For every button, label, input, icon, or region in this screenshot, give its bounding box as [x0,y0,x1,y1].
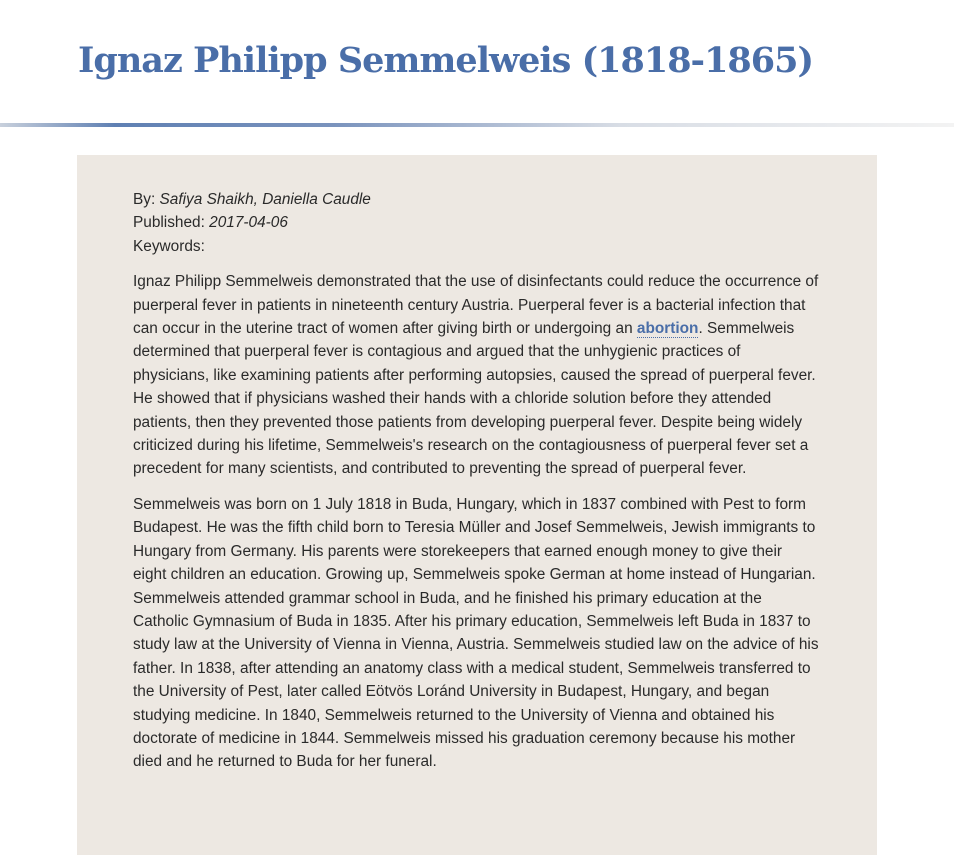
paragraph-2: Semmelweis was born on 1 July 1818 in Buda, Hungary, which in 1837 combined with Pest to form Budapest. He was the fifth child born to Teresia Müller and Josef Semmelweis, Jewish immigrants to Hungary from Germany. His parents were storekeepers that earned enough money to give their eight children an education. Growing up, Semmelweis spoke German at home instead of Hungarian. Semmelweis attended grammar school in Buda, and he finished his primary education at the Catholic Gymnasium of Buda in 1835. After his primary education, Semmelweis left Buda in 1837 to study law at the University of Vienna in Vienna, Austria. Semmelweis studied law on the advice of his father. In 1838, after attending an anatomy class with a medical student, Semmelweis transferred to the University of Pest, later called Eötvös Loránd University in Budapest, Hungary, and began studying medicine. In 1840, Semmelweis returned to the University of Vienna and obtained his doctorate of medicine in 1844. Semmelweis missed his graduation ceremony because his mother died and he returned to Buda for her funeral. [133,495,819,771]
paragraph-1 [133,270,819,481]
paragraph-text: Ignaz Philipp Semmelweis demonstrated that the use of disinfectants could reduce the occurrence of puerperal fever in patients in nineteenth century Austria. Puerperal fever is a bacterial infection that can occur in the uterine tract of women after giving birth or undergoing an [133,273,819,338]
published [133,211,819,234]
by-label: By: [133,191,156,208]
article-content [133,188,819,774]
paragraph-text: . Semmelweis determined that puerperal fever is contagious and argued that the unhygienic practices of physicians, like examining patients after performing autopsies, caused the spread of puerperal fever. He showed that if physicians washed their hands with a chloride solution before they attended patients, then they prevented those patients from developing puerperal fever. Despite being widely criticized during his lifetime, Semmelweis's research on the contagiousness of puerperal fever set a precedent for many scientists, and contributed to preventing the spread of puerperal fever. [133,320,816,478]
page-title: Ignaz Philipp Semmelweis (1818-1865) [78,40,814,81]
published-label: Published: [133,214,205,232]
header-divider [0,123,954,127]
authors: Safiya Shaikh, Daniella Caudle [159,191,371,208]
article-card [77,155,877,855]
abortion-link[interactable]: abortion [636,320,699,338]
keywords: Keywords: [133,237,205,255]
published-date: 2017-04-06 [209,214,288,232]
byline [133,188,819,211]
